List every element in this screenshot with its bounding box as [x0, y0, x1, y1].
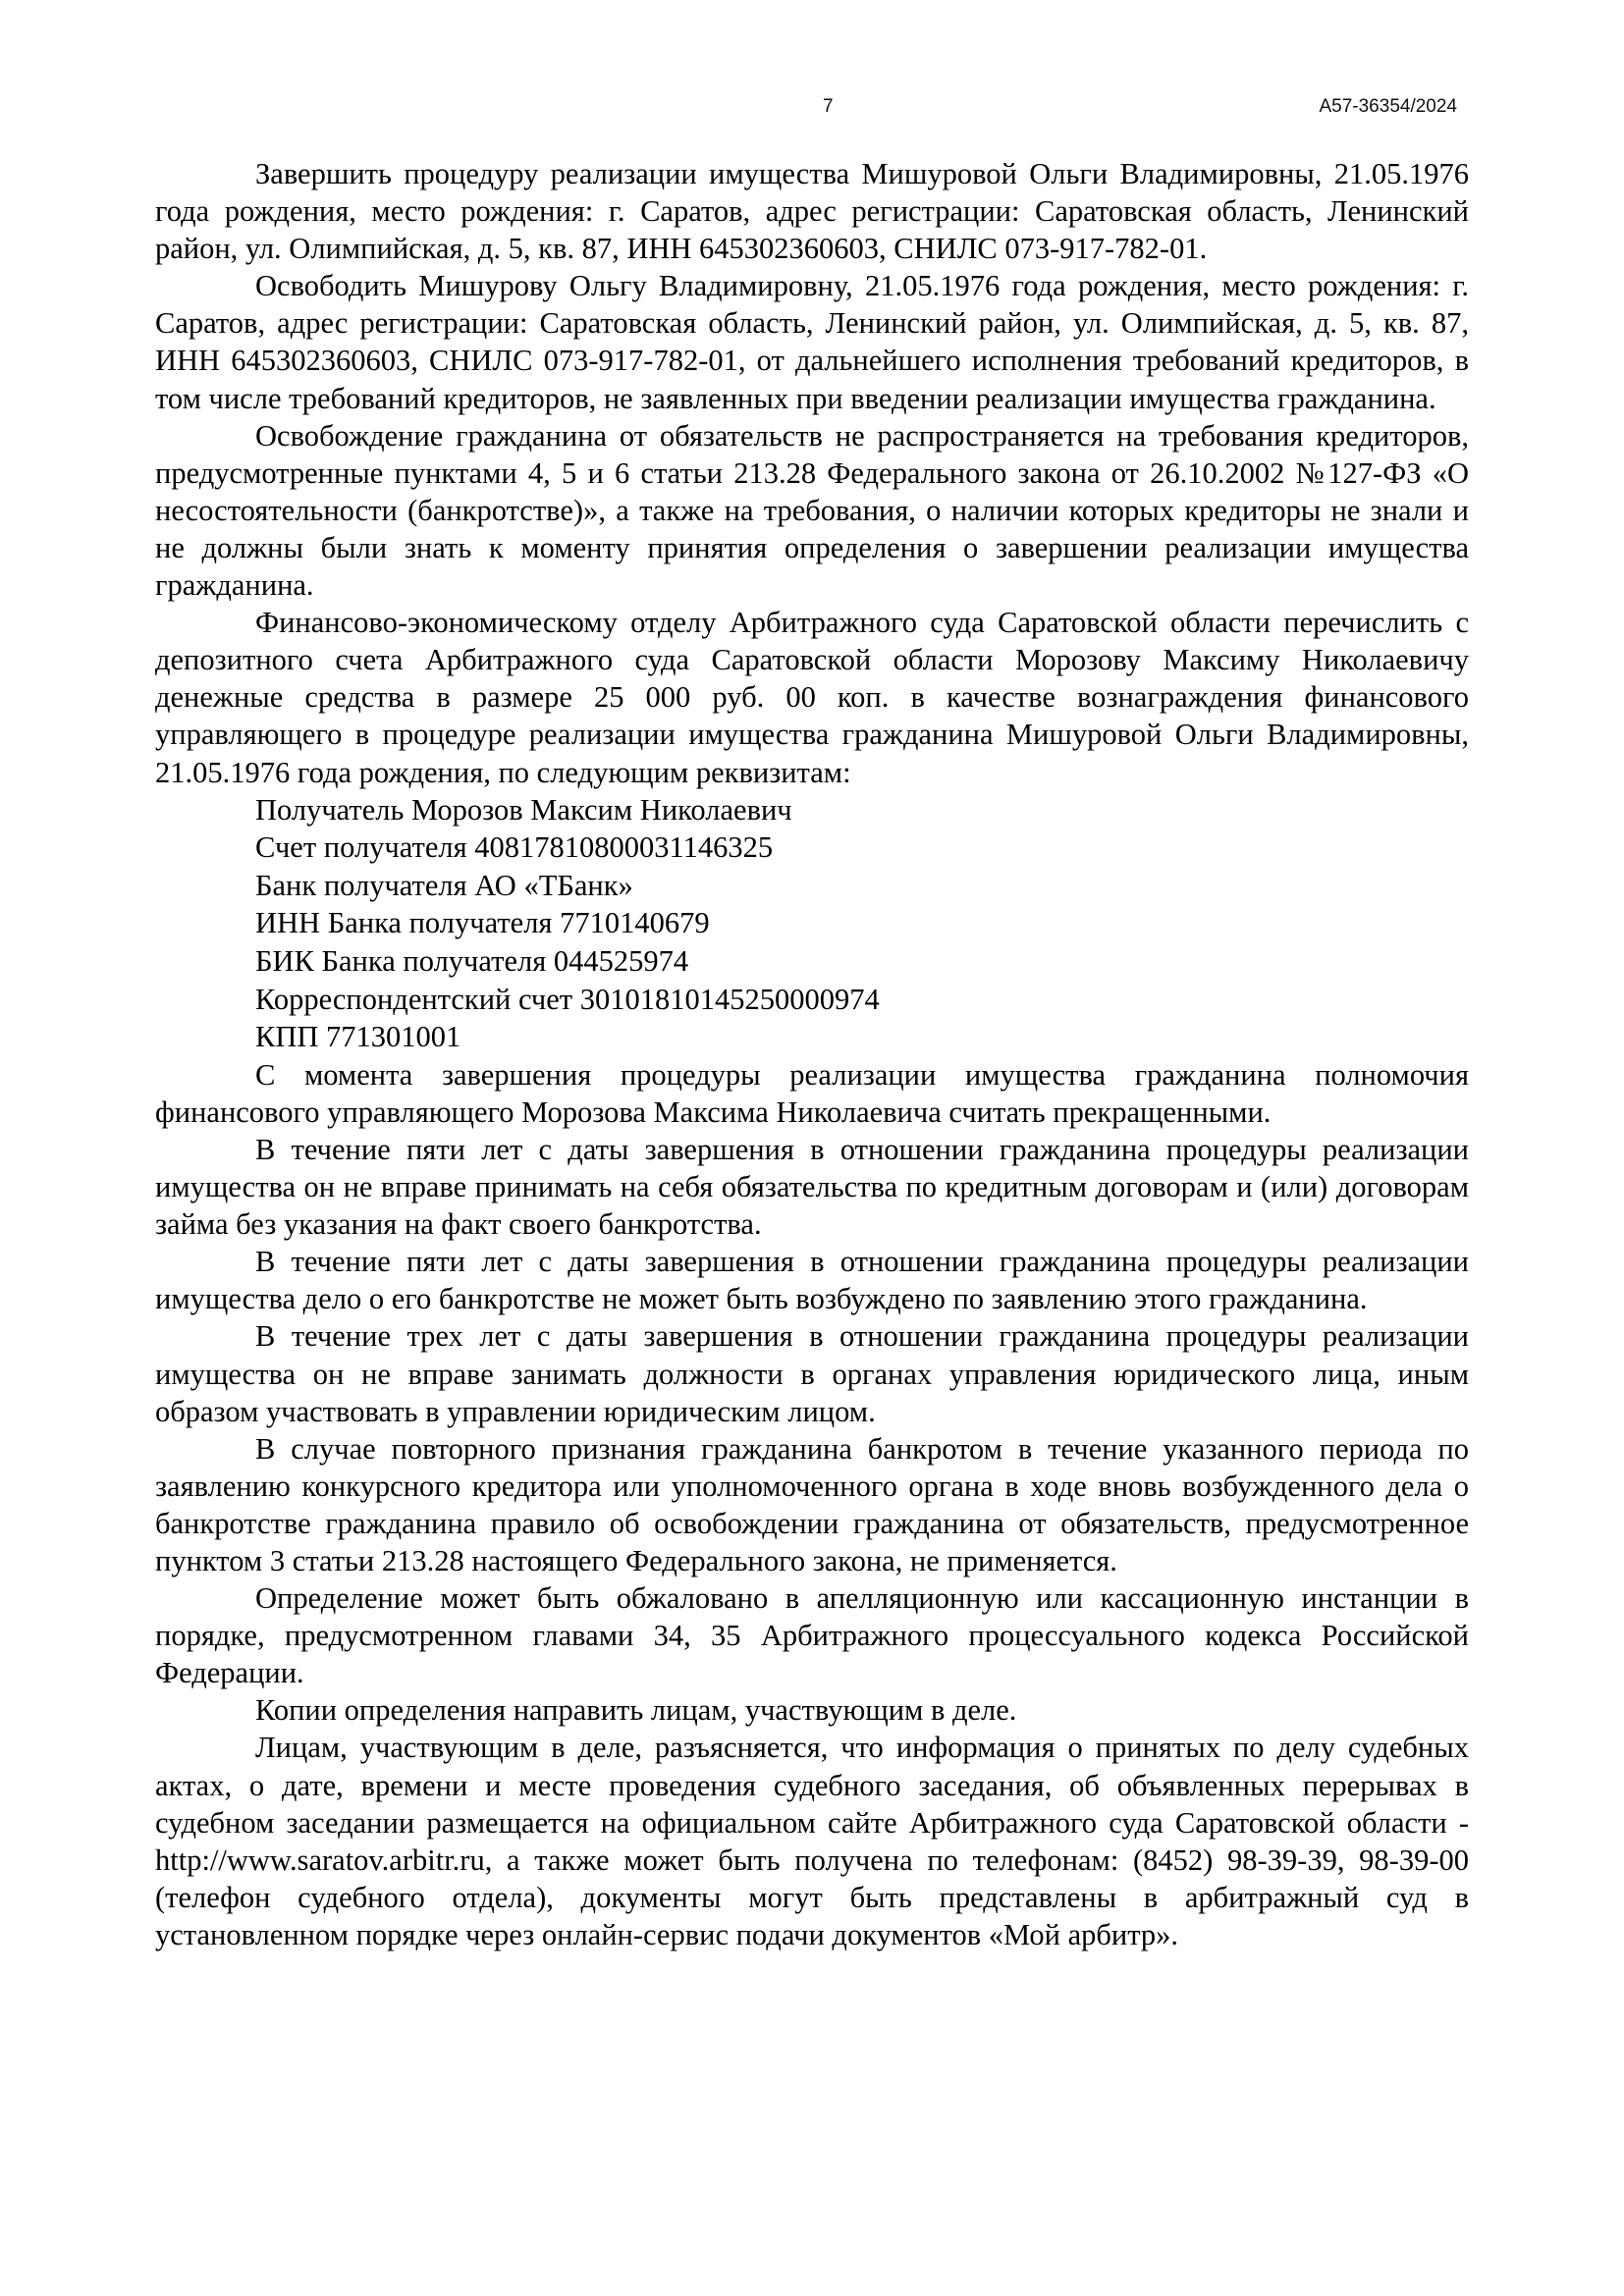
paragraph-credit-restriction: В течение пяти лет с даты завершения в отношении гражданина процедуры реализации имущества он не вправе принимать на себя обязательства по кредитным договорам и (или) договорам займа без указания на факт своего банкротства.	[155, 1132, 1469, 1242]
paragraph-repeat-recognition: В случае повторного признания гражданина банкротом в течение указанного периода по заявлению конкурсного кредитора или уполномоченного органа в ходе вновь возбужденного дела о банкротстве гражданина правило об освобождении гражданина от обязательств, предусмотренное пунктом 3 статьи 213.28 настоящего Федерального закона, не применяется.	[155, 1431, 1469, 1577]
paragraph-powers-terminated: С момента завершения процедуры реализации имущества гражданина полномочия финансового управляющего Морозова Максима Николаевича считать прекращенными.	[155, 1057, 1469, 1129]
paragraph-appeal: Определение может быть обжаловано в апелляционную или кассационную инстанции в порядке, предусмотренном главами 34, 35 Арбитражного процессуального кодекса Российской Федерации.	[155, 1581, 1469, 1690]
requisite-bank-inn: ИНН Банка получателя 7710140679	[255, 906, 710, 940]
paragraph-copies: Копии определения направить лицам, участвующим в деле.	[255, 1693, 1017, 1728]
paragraph-release-from-claims: Освободить Мишурову Ольгу Владимировну, 21.05.1976 года рождения, место рождения: г. Саратов, адрес регистрации: Саратовская область, Ленинский район, ул. Олимпийская, д. 5, кв. 87, ИНН 645302360603, СНИЛС 073-917-782-01, от дальнейшего исполнения требований кредиторов, в том числе требований кредиторов, не заявленных при введении реализации имущества гражданина.	[155, 269, 1469, 415]
paragraph-payment-order: Финансово-экономическому отделу Арбитражного суда Саратовской области перечислить с депозитного счета Арбитражного суда Саратовской области Морозову Максиму Николаевичу денежные средства в размере 25 000 руб. 00 коп. в качестве вознаграждения финансового управляющего в процедуре реализации имущества гражданина Мишуровой Ольги Владимировны, 21.05.1976 года рождения, по следующим реквизитам:	[155, 606, 1469, 789]
requisite-kpp: КПП 771301001	[255, 1020, 461, 1054]
paragraph-repeat-bankruptcy-restriction: В течение пяти лет с даты завершения в отношении гражданина процедуры реализации имущества дело о его банкротстве не может быть возбуждено по заявлению этого гражданина.	[155, 1245, 1469, 1316]
requisite-account: Счет получателя 40817810800031146325	[255, 830, 774, 865]
case-number: А57-36354/2024	[1319, 96, 1457, 117]
payment-requisites	[155, 791, 1469, 1056]
document-body	[155, 155, 1469, 1953]
requisite-corr-account: Корреспондентский счет 30101810145250000974	[255, 982, 880, 1016]
page-number: 7	[823, 96, 834, 117]
paragraph-information-notice: Лицам, участвующим в деле, разъясняется, что информация о принятых по делу судебных актах, о дате, времени и месте проведения судебного заседания, об объявленных перерывах в судебном заседании размещается на официальном сайте Арбитражного суда Саратовской области - http://www.saratov.arbitr.ru, а также может быть получена по телефонам: (8452) 98-39-39, 98-39-00 (телефон судебного отдела), документы могут быть представлены в арбитражный суд в установленном порядке через онлайн-сервис подачи документов «Мой арбитр».	[155, 1731, 1469, 1951]
requisite-bank: Банк получателя АО «ТБанк»	[255, 868, 633, 902]
paragraph-management-restriction: В течение трех лет с даты завершения в отношении гражданина процедуры реализации имущества он не вправе занимать должности в органах управления юридического лица, иным образом участвовать в управлении юридическим лицом.	[155, 1319, 1469, 1428]
paragraph-complete-procedure: Завершить процедуру реализации имущества Мишуровой Ольги Владимировны, 21.05.1976 года рождения, место рождения: г. Саратов, адрес регистрации: Саратовская область, Ленинский район, ул. Олимпийская, д. 5, кв. 87, ИНН 645302360603, СНИЛС 073-917-782-01.	[155, 157, 1469, 266]
requisite-bank-bik: БИК Банка получателя 044525974	[255, 943, 689, 978]
requisite-recipient: Получатель Морозов Максим Николаевич	[255, 792, 792, 827]
paragraph-release-exceptions: Освобождение гражданина от обязательств не распространяется на требования кредиторов, предусмотренные пунктами 4, 5 и 6 статьи 213.28 Федерального закона от 26.10.2002 №127-ФЗ «О несостоятельности (банкротстве)», а также на требования, о наличии которых кредиторы не знали и не должны были знать к моменту принятия определения о завершении реализации имущества гражданина.	[155, 418, 1469, 603]
